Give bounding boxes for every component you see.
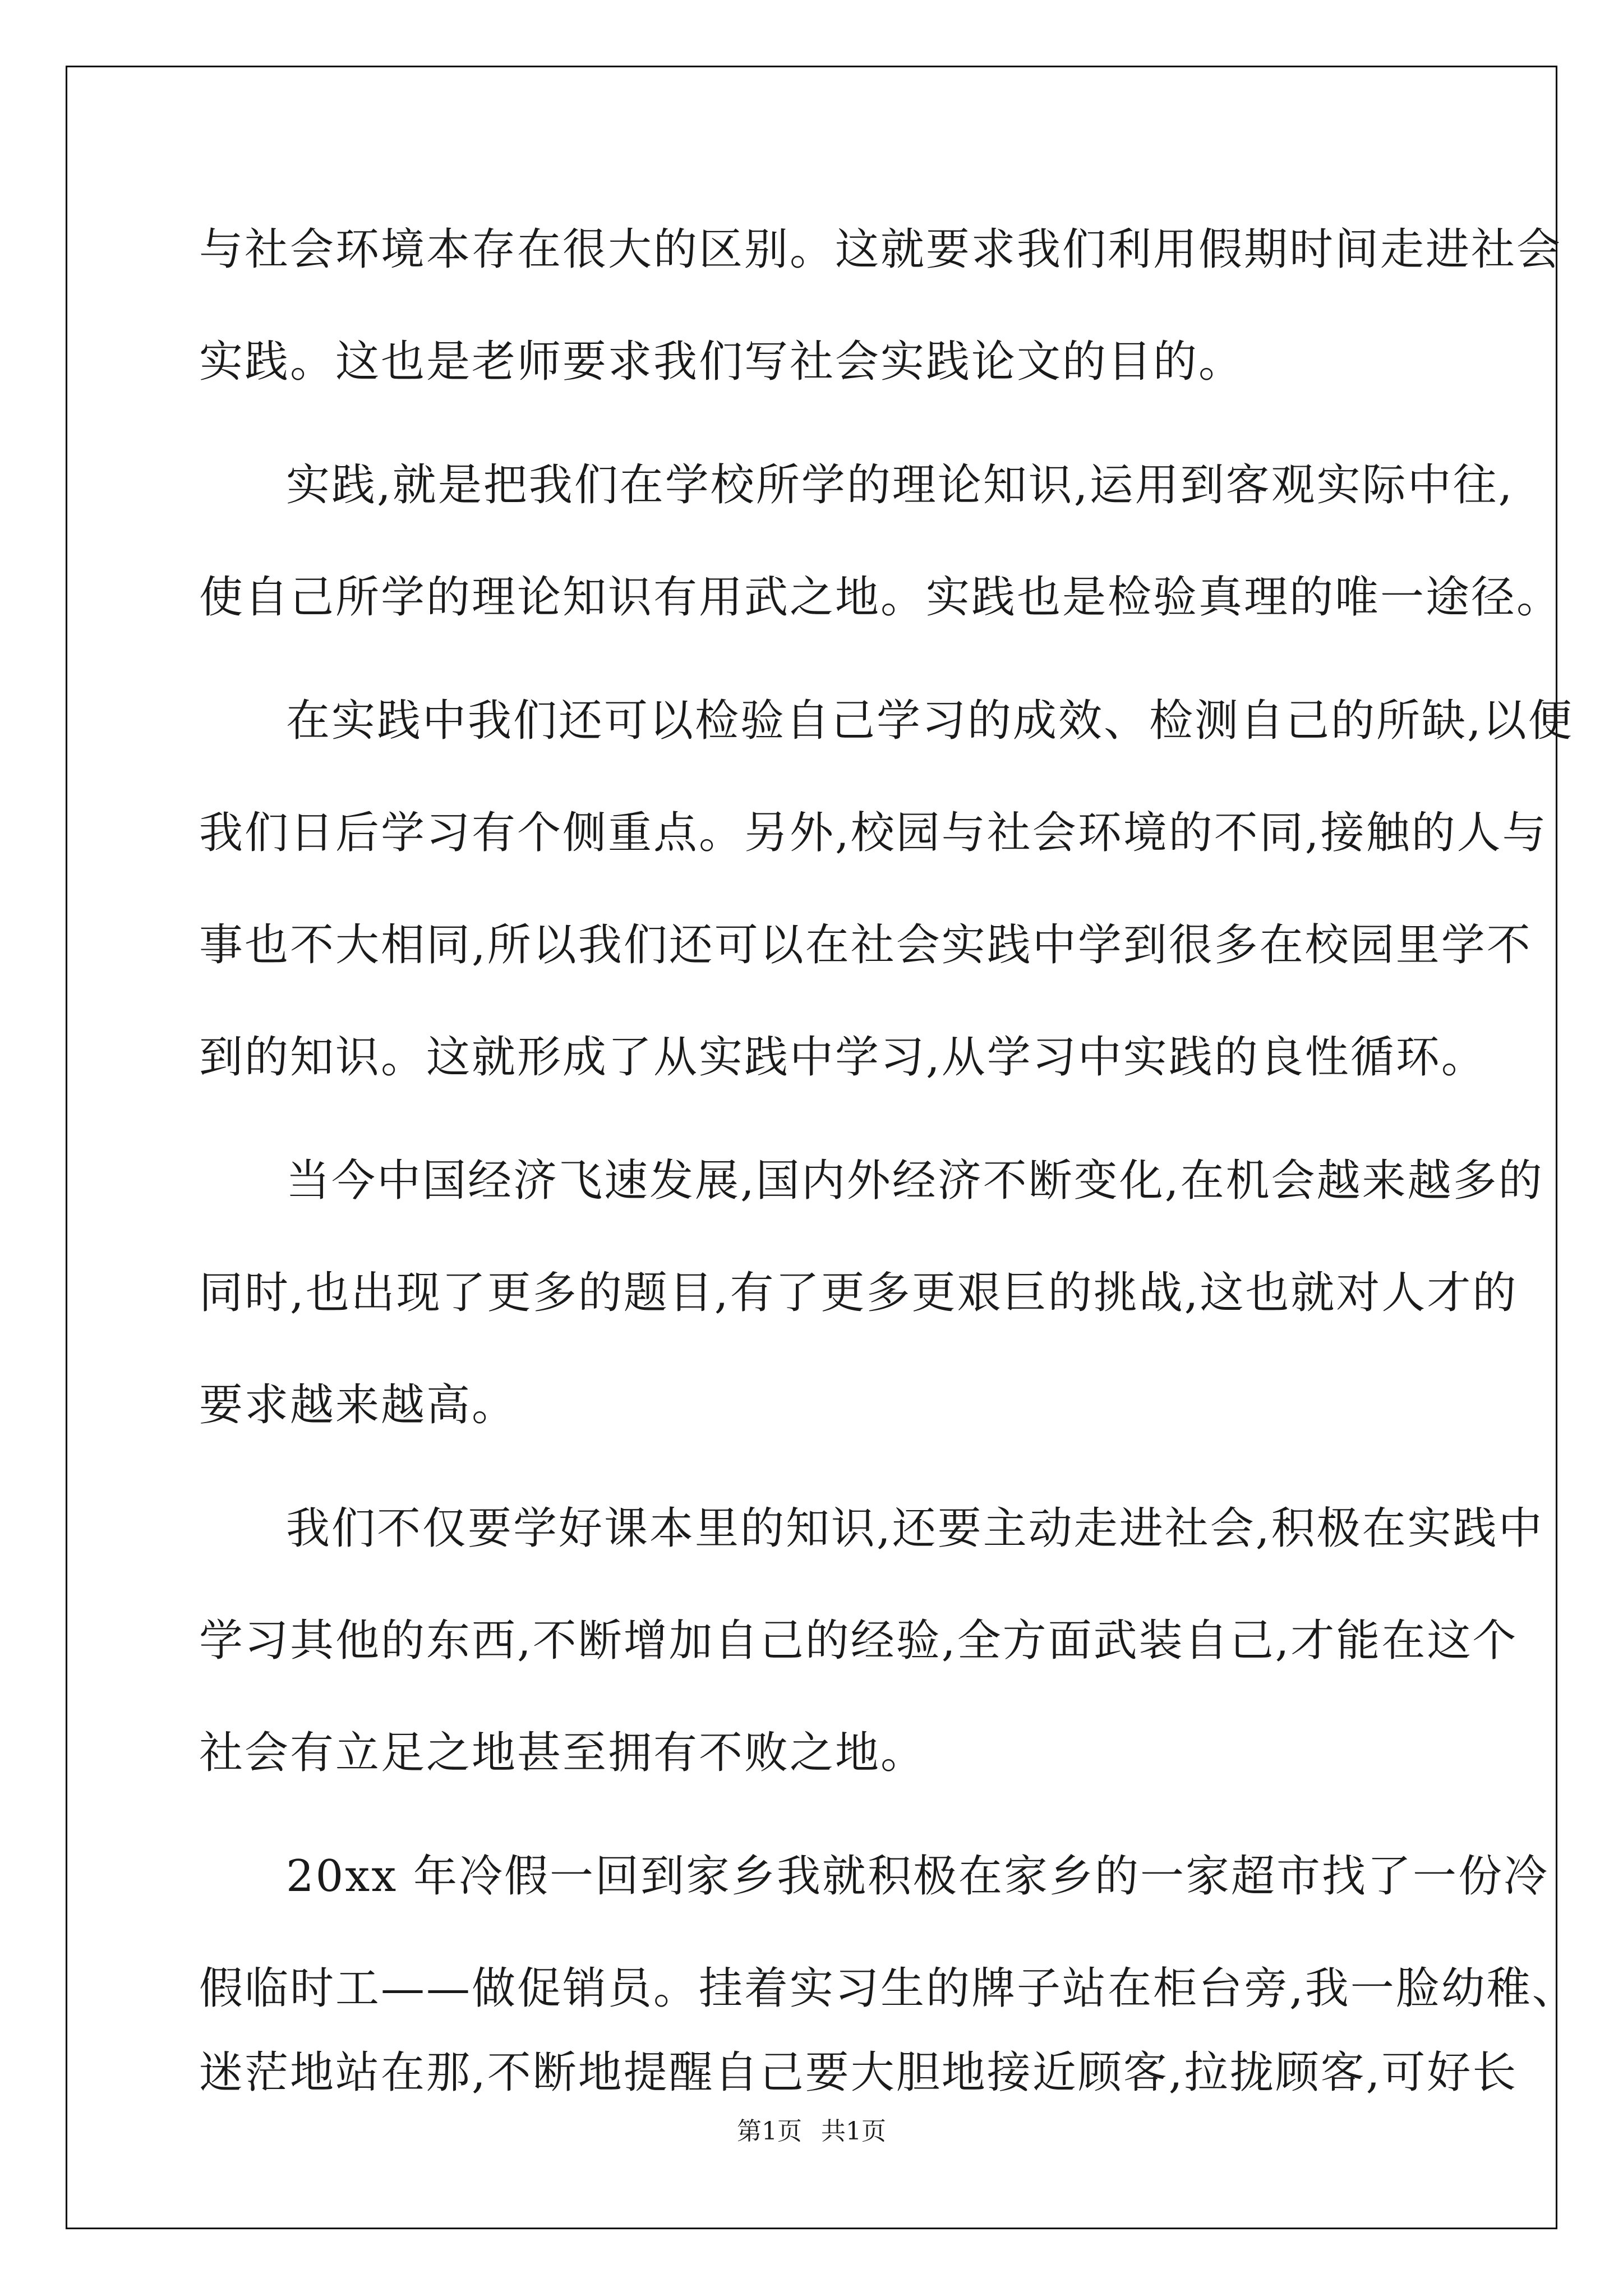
text-line: 实践。这也是老师要求我们写社会实践论文的目的。 xyxy=(199,337,1244,387)
text-line: 学习其他的东西,不断增加自己的经验,全方面武装自己,才能在这个 xyxy=(199,1616,1518,1666)
paragraph-start-line: 20xx 年冷假一回到家乡我就积极在家乡的一家超市找了一份冷 xyxy=(286,1851,1550,1902)
text-line: 社会有立足之地甚至拥有不败之地。 xyxy=(199,1728,926,1778)
text-line: 事也不大相同,所以我们还可以在社会实践中学到很多在校园里学不 xyxy=(199,920,1532,970)
page-footer xyxy=(0,2115,1623,2148)
paragraph-start-line: 实践,就是把我们在学校所学的理论知识,运用到客观实际中往, xyxy=(286,460,1514,510)
page-number-current: 第1页 xyxy=(737,2117,802,2146)
paragraph-start-line: 当今中国经济飞速发展,国内外经济不断变化,在机会越来越多的 xyxy=(286,1156,1544,1206)
text-line: 使自己所学的理论知识有用武之地。实践也是检验真理的唯一途径。 xyxy=(199,572,1562,623)
text-line: 假临时工——做促销员。挂着实习生的牌子站在柜台旁,我一脸幼稚、 xyxy=(199,1963,1578,2014)
text-line: 与社会环境本存在很大的区别。这就要求我们利用假期时间走进社会 xyxy=(199,224,1562,275)
text-line: 迷茫地站在那,不断地提醒自己要大胆地接近顾客,拉拢顾客,可好长 xyxy=(199,2047,1518,2098)
page-number-total: 共1页 xyxy=(821,2117,886,2146)
paragraph-start-line: 在实践中我们还可以检验自己学习的成效、检测自己的所缺,以便 xyxy=(286,696,1574,746)
text-line: 要求越来越高。 xyxy=(199,1380,518,1430)
text-line: 我们日后学习有个侧重点。另外,校园与社会环境的不同,接触的人与 xyxy=(199,808,1548,858)
text-line: 同时,也出现了更多的题目,有了更多更艰巨的挑战,这也就对人才的 xyxy=(199,1268,1518,1318)
text-line: 到的知识。这就形成了从实践中学习,从学习中实践的良性循环。 xyxy=(199,1032,1487,1083)
paragraph-start-line: 我们不仅要学好课本里的知识,还要主动走进社会,积极在实践中 xyxy=(286,1503,1544,1554)
